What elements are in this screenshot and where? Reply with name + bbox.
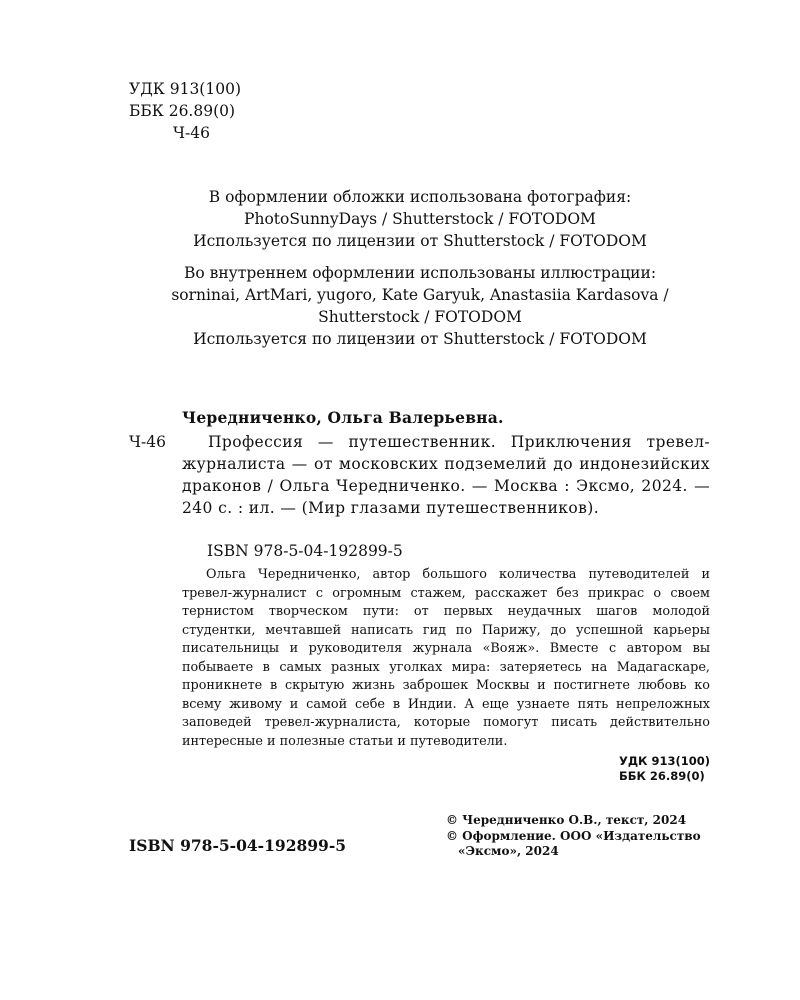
footer-isbn: ISBN 978-5-04-192899-5 [129,836,347,855]
cover-credit-line: Используется по лицензии от Shutterstock / FOTODOM [193,232,647,250]
annotation-codes [619,754,710,784]
inner-credit-line: Используется по лицензии от Shutterstock / FOTODOM [193,330,647,348]
annotation-paragraph: Ольга Чередниченко, автор большого количества путеводителей и тревел-журналист с огромным стажем, расскажет без прикрас о своем тернистом творческом пути: от первых неудачных шагов молодой студентки, мечтавшей написать гид по Парижу, до успешной карьеры писательницы и руководителя журнала «Вояж». Вместе с автором вы побываете в самых разных уголках мира: затеряетесь на Мадагаскаре, проникнете в скрытую жизнь заброшек Москвы и постигнете любовь ко всему живому и самой себе в Индии. А еще узнаете пять непреложных заповедей тревел-журналиста, которые помогут писать действительно интересные и полезные статьи и путеводители. [182,567,710,749]
copyright-design: © Оформление. ООО «Издательство [446,828,701,843]
inner-credit-line: sorninai, ArtMari, yugoro, Kate Garyuk, Anastasiia Kardasova / [171,286,669,304]
cover-credits [150,186,690,252]
author-cipher: Ч-46 [129,433,166,451]
inner-credit-line: Shutterstock / FOTODOM [318,308,522,326]
cover-credit-line: В оформлении обложки использована фотография: [208,188,632,206]
bbk-code-small: ББК 26.89(0) [618,769,705,783]
author-heading: Чередниченко, Ольга Валерьевна. [182,408,504,427]
classification-codes [129,78,241,144]
author-sign: Ч-46 [173,124,210,142]
isbn-entry: ISBN 978-5-04-192899-5 [207,542,403,560]
cover-credit-line: PhotoSunnyDays / Shutterstock / FOTODOM [244,210,596,228]
udk-code-small: УДК 913(100) [618,754,710,768]
inner-credit-line: Во внутреннем оформлении использованы иллюстрации: [183,264,657,282]
udk-code: УДК 913(100) [129,80,241,98]
copyright-design-cont: «Эксмо», 2024 [458,844,559,858]
bbk-code: ББК 26.89(0) [129,102,236,120]
inner-credits [150,262,690,350]
copyright-block [446,813,701,860]
bibliographic-description: Профессия — путешественник. Приключения тревел-журналиста — от московских подземелий до индонезийских драконов / Ольга Чередниченко. — Москва : Эксмо, 2024. — 240 с. : ил. — (Мир глазами путешественников). [182,433,710,517]
copyright-text: © Чередниченко О.В., текст, 2024 [446,813,687,827]
